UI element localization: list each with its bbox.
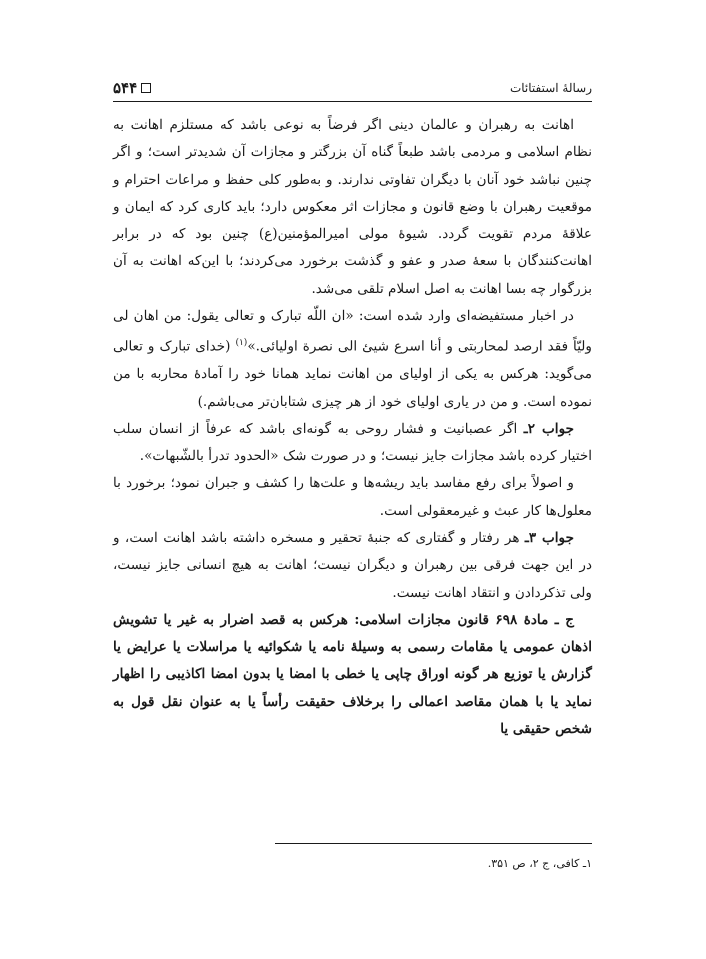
page-header [113, 78, 592, 98]
paragraph-2-translation: (خدای تبارک و تعالی می‌گوید: هرکس به یکی از اولیای من اهانت نماید همانا خود را آمادهٔ محاربه با من نموده است. و من در یاری اولیای خود از هر چیزی شتابان‌تر می‌باشم.) [113, 338, 592, 410]
answer-2-text: اگر عصبانیت و فشار روحی به گونه‌ای باشد که عرفاً از انسان سلب اختیار کرده باشد مجازات جایز نیست؛ و در صورت شک «الحدود تدرأ بالشّبهات». [113, 420, 592, 465]
page-number [113, 79, 151, 97]
answer-2-label: جواب ۲ـ [523, 420, 575, 437]
paragraph-5 [113, 525, 592, 607]
paragraph-1: اهانت به رهبران و عالمان دینی اگر فرضاً به نوعی باشد که مستلزم اهانت به نظام اسلامی و مردمی باشد طبعاً گناه آن بزرگتر و مجازات آن شدیدتر است؛ و اگر چنین نباشد خود آنان با دیگران تفاوتی ندارند. و به‌طور کلی حفظ و مراعات احترام و موقعیت رهبران با وضع قانون و مجازات اثر معکوس دارد؛ باید کاری کرد که ایمان و علاقهٔ مردم تقویت گردد. شیوهٔ مولی امیرالمؤمنین(ع) چنین بود که در برابر اهانت‌کنندگان با سعهٔ صدر و عفو و گذشت برخورد می‌کردند؛ با این‌که اهانت به آن بزرگوار چه بسا اهانت به اصل اسلام تلقی می‌شد. [113, 117, 592, 297]
footnote-reference[interactable]: (۱) [235, 338, 248, 349]
answer-3-text: هر رفتار و گفتاری که جنبهٔ تحقیر و مسخره داشته باشد اهانت است، و در این جهت فرقی بین رهبران و دیگران نیست؛ اهانت به هیچ انسانی جایز نیست، ولی تذکردادن و انتقاد اهانت نیست. [113, 529, 592, 601]
paragraph-2-quote: در اخبار مستفیضه‌ای وارد شده است: «ان اللّه تبارک و تعالی یقول: من اهان لی ولیّاً فقد ارصد لمحاربتی و أنا اسرع شیئ الی نصرة اولیائی.» [113, 308, 592, 355]
main-text [113, 112, 592, 743]
footnote-divider [275, 843, 592, 844]
footnote: ۱ـ کافی، ج ۲، ص ۳۵۱. [487, 857, 592, 870]
square-bullet-icon [141, 83, 151, 93]
header-divider [113, 101, 592, 102]
paragraph-3 [113, 416, 592, 471]
paragraph-4: و اصولاً برای رفع مفاسد باید ریشه‌ها و علت‌ها را کشف و جبران نمود؛ برخورد با معلول‌ها کار عبث و غیرمعقولی است. [113, 475, 592, 519]
answer-3-label: جواب ۳ـ [524, 529, 574, 546]
page-number-text: ۵۴۴ [113, 79, 138, 97]
paragraph-2 [113, 303, 592, 416]
running-title: رسالهٔ استفتائات [509, 81, 592, 95]
paragraph-6-article-698: ج ـ مادهٔ ۶۹۸ قانون مجازات اسلامی: هرکس به قصد اضرار به غیر یا تشویش اذهان عمومی یا مقامات رسمی به وسیلهٔ نامه یا شکوائیه یا مراسلات یا عرایض یا گزارش یا توزیع هر گونه اوراق چاپی یا خطی با امضا یا بدون امضا اکاذیبی را اظهار نماید یا با همان مقاصد اعمالی را برخلاف حقیقت رأساً یا به عنوان نقل قول به شخص حقیقی یا [113, 611, 592, 738]
